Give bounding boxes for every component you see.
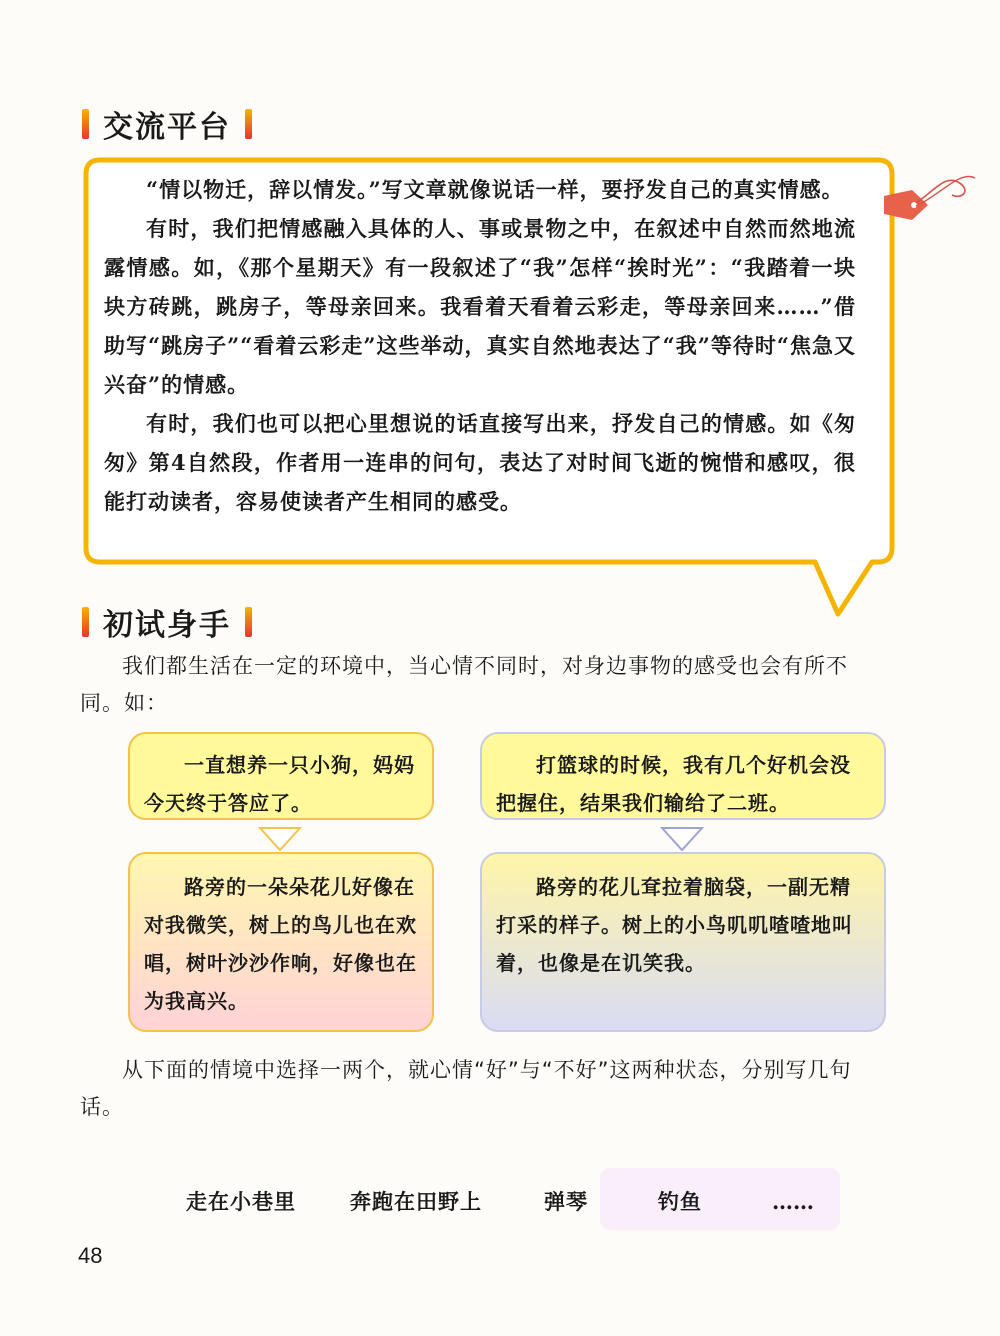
example-event-card-sad <box>480 732 886 820</box>
tag-icon <box>884 176 975 220</box>
example-event-card-happy <box>128 732 434 820</box>
event-text: 打篮球的时候，我有几个好机会没把握住，结果我们输给了二班。 <box>496 753 851 815</box>
practice-instruction <box>80 1052 886 1126</box>
paragraph: “情以物迁，辞以情发。”写文章就像说话一样，要抒发自己的真实情感。 <box>146 177 844 202</box>
feeling-text: 路旁的一朵朵花儿好像在对我微笑，树上的鸟儿也在欢唱，树叶沙沙作响，好像也在为我高兴。 <box>144 875 417 1013</box>
event-text: 一直想养一只小狗，妈妈今天终于答应了。 <box>144 753 415 815</box>
scenario-options <box>160 1176 860 1226</box>
title-bar-left <box>82 607 89 637</box>
title-bar-right <box>245 607 252 637</box>
example-feeling-card-sad <box>480 852 886 1032</box>
scenario-option: 奔跑在田野上 <box>350 1189 482 1214</box>
section-title-text: 初试身手 <box>103 608 231 643</box>
page-number: 48 <box>78 1243 103 1268</box>
down-arrow-icon <box>258 826 302 852</box>
intro-paragraph: 我们都生活在一定的环境中，当心情不同时，对身边事物的感受也会有所不同。如： <box>80 654 848 715</box>
scenario-option: 走在小巷里 <box>186 1189 296 1214</box>
scenario-option: 钓鱼 <box>658 1189 702 1214</box>
practice-intro <box>80 648 886 722</box>
section-title-practice <box>82 600 252 644</box>
section-title-text: 交流平台 <box>103 110 231 145</box>
paragraph: 有时，我们把情感融入具体的人、事或景物之中，在叙述中自然而然地流露情感。如，《那个星期天》有一段叙述了“我”怎样“挨时光”：“我踏着一块块方砖跳，跳房子，等母亲回来。我看着天看着云彩走，等母亲回来……”借助写“跳房子”“看着云彩走”这些举动，真实自然地表达了“我”等待时“焦急又兴奋”的情感。 <box>104 216 856 397</box>
feeling-text: 路旁的花儿耷拉着脑袋，一副无精打采的样子。树上的小鸟叽叽喳喳地叫着，也像是在讥笑我。 <box>496 875 853 975</box>
scenario-option-ellipsis: …… <box>772 1188 814 1214</box>
exchange-platform-text <box>104 170 856 521</box>
example-feeling-card-happy <box>128 852 434 1032</box>
scenario-option: 弹琴 <box>544 1189 588 1214</box>
down-arrow-icon <box>660 826 704 852</box>
instruction-paragraph: 从下面的情境中选择一两个，就心情“好”与“不好”这两种状态，分别写几句话。 <box>80 1058 852 1119</box>
paragraph: 有时，我们也可以把心里想说的话直接写出来，抒发自己的情感。如《匆匆》第4自然段，作者用一连串的问句，表达了对时间飞逝的惋惜和感叹，很能打动读者，容易使读者产生相同的感受。 <box>104 411 856 514</box>
